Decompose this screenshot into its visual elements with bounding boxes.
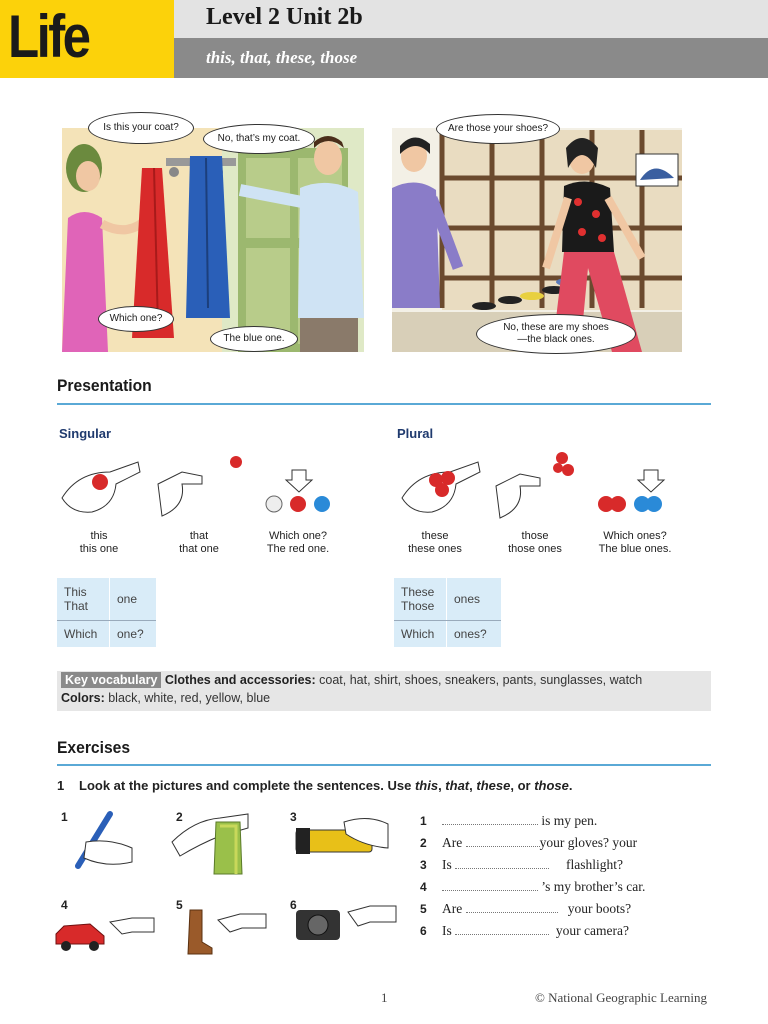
picture-number-6: 6	[290, 898, 297, 912]
caption-that-line1: that	[189, 530, 209, 542]
sentence-4	[420, 878, 645, 898]
caption-which-one-line2: The red one.	[266, 543, 330, 555]
sentence-4-number: 4	[420, 880, 427, 894]
sentence-5-number: 5	[420, 902, 427, 916]
page-subtitle: this, that, these, those	[206, 48, 358, 67]
plural-grammar-table	[394, 578, 501, 647]
sentence-4-blank[interactable]	[442, 878, 538, 891]
sentence-3-pre: Is	[442, 857, 452, 872]
speech-bubble-the-blue-one: The blue one.	[210, 326, 298, 352]
hand-holding-gloves-icon	[170, 810, 250, 880]
exercise-instruction	[57, 778, 572, 793]
caption-those-line2: those ones	[508, 543, 562, 555]
sentence-2-post: your gloves? your	[539, 835, 638, 850]
instruction-word-that: that	[445, 778, 470, 793]
sentence-1-number: 1	[420, 814, 427, 828]
cell-one: one	[110, 578, 157, 621]
picture-number-5: 5	[176, 898, 183, 912]
caption-those-line1: those	[521, 530, 549, 542]
colors-label: Colors:	[61, 691, 105, 705]
sentence-5-pre: Are	[442, 901, 463, 916]
instruction-sep-1: ,	[438, 778, 446, 793]
sentence-5-blank[interactable]	[466, 900, 558, 913]
sentence-1	[420, 812, 597, 832]
cell-those: Those	[401, 599, 435, 613]
instruction-sep-3: , or	[510, 778, 535, 793]
copyright-notice: © National Geographic Learning	[535, 990, 707, 1005]
sentence-6	[420, 922, 629, 942]
instruction-end: .	[568, 778, 573, 793]
pointing-hand-camera-icon	[290, 900, 398, 948]
picture-number-1: 1	[61, 810, 68, 824]
caption-this-line1: this	[90, 530, 108, 542]
instruction-sep-2: ,	[469, 778, 477, 793]
cell-ones: ones	[447, 578, 502, 621]
key-vocabulary-tag: Key vocabulary	[61, 672, 161, 688]
sentence-2	[420, 834, 637, 854]
singular-heading: Singular	[59, 426, 112, 441]
colors-list: black, white, red, yellow, blue	[108, 691, 271, 705]
instruction-text: Look at the pictures and complete the sentences. Use	[79, 778, 415, 793]
hand-holding-pen-icon	[70, 808, 134, 876]
clothes-list: coat, hat, shirt, shoes, sneakers, pants, sunglasses, watch	[319, 673, 643, 687]
sentence-3-post: flashlight?	[566, 857, 623, 872]
instruction-word-those: those	[534, 778, 569, 793]
cell-these: These	[401, 585, 435, 599]
clothes-label: Clothes and accessories:	[164, 673, 316, 687]
plural-table-demonstratives	[394, 578, 447, 621]
caption-these	[398, 530, 472, 556]
caption-this	[62, 530, 136, 556]
picture-number-3: 3	[290, 810, 297, 824]
pointing-hand-car-icon	[52, 908, 156, 956]
caption-which-one	[258, 530, 338, 556]
sentence-1-blank[interactable]	[442, 812, 538, 825]
ball-pairs-arrow-icon	[596, 468, 670, 516]
presentation-heading: Presentation	[57, 376, 152, 395]
three-balls-arrow-icon	[262, 468, 336, 516]
instruction-word-this: this	[414, 778, 439, 793]
picture-number-2: 2	[176, 810, 183, 824]
caption-those	[500, 530, 570, 556]
cell-ones-question: ones?	[447, 621, 502, 648]
sentence-5	[420, 900, 631, 920]
caption-this-line2: this one	[79, 543, 119, 555]
exercises-heading: Exercises	[57, 738, 131, 757]
sentence-2-blank[interactable]	[466, 834, 540, 847]
speech-bubble-are-those-your-shoes: Are those your shoes?	[436, 114, 560, 144]
picture-number-4: 4	[61, 898, 68, 912]
sentence-2-number: 2	[420, 836, 427, 850]
caption-that-line2: that one	[179, 543, 219, 555]
page-number: 1	[381, 990, 388, 1005]
sentence-6-post: your camera?	[555, 923, 629, 938]
speech-bubble-is-this-your-coat: Is this your coat?	[88, 112, 194, 144]
sentence-6-blank[interactable]	[455, 922, 549, 935]
page-title: Level 2 Unit 2b	[206, 4, 363, 30]
open-hand-balls-icon	[398, 450, 482, 520]
sentence-1-post: is my pen.	[541, 813, 598, 828]
cell-one-question: one?	[110, 621, 157, 648]
bubble-line-2: —the black ones.	[517, 334, 595, 345]
sentence-3-blank[interactable]	[455, 856, 549, 869]
caption-these-line2: these ones	[408, 543, 462, 555]
sentence-4-post: ’s my brother’s car.	[541, 879, 646, 894]
cell-which: Which	[57, 621, 110, 648]
cell-which-plural: Which	[394, 621, 447, 648]
sentence-6-number: 6	[420, 924, 427, 938]
exercises-rule	[57, 764, 711, 766]
pointing-hand-one-ball-icon	[152, 454, 252, 524]
speech-bubble-no-these-are-my-shoes	[476, 314, 636, 354]
instruction-word-these: these	[476, 778, 511, 793]
sentence-6-pre: Is	[442, 923, 452, 938]
caption-which-ones	[590, 530, 680, 556]
life-logo: Life	[8, 3, 89, 70]
presentation-rule	[57, 403, 711, 405]
key-vocabulary-line-1	[61, 673, 642, 687]
speech-bubble-which-one: Which one?	[98, 306, 174, 332]
caption-that	[162, 530, 236, 556]
singular-grammar-table	[57, 578, 156, 647]
caption-which-one-line1: Which one?	[268, 530, 328, 542]
speech-bubble-no-thats-my-coat: No, that’s my coat.	[203, 124, 315, 154]
sentence-3	[420, 856, 623, 876]
hand-holding-flashlight-icon	[294, 812, 390, 868]
caption-these-line1: these	[421, 530, 449, 542]
cell-that: That	[64, 599, 89, 613]
bubble-line-1: No, these are my shoes	[503, 322, 609, 333]
key-vocabulary-line-2	[61, 691, 270, 705]
key-vocabulary-box	[57, 671, 711, 711]
pointing-hand-boots-icon	[184, 906, 268, 956]
sentence-3-number: 3	[420, 858, 427, 872]
plural-heading: Plural	[397, 426, 434, 441]
sentence-2-pre: Are	[442, 835, 463, 850]
open-hand-one-ball-icon	[58, 450, 142, 520]
cell-this: This	[64, 585, 87, 599]
caption-which-ones-line1: Which ones?	[603, 530, 667, 542]
instruction-number: 1	[57, 778, 65, 793]
caption-which-ones-line2: The blue ones.	[598, 543, 672, 555]
sentence-5-post: your boots?	[567, 901, 632, 916]
pointing-hand-balls-icon	[490, 450, 580, 524]
singular-table-demonstratives	[57, 578, 110, 621]
